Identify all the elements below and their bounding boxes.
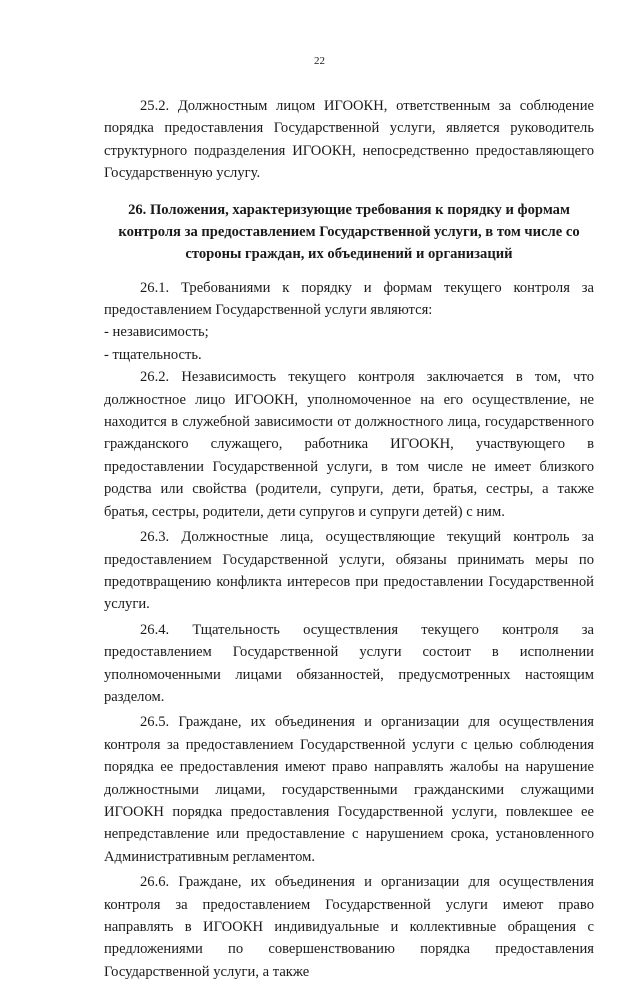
list-item-independence: - независимость; — [104, 324, 209, 341]
paragraph-26-3: 26.3. Должностные лица, осуществляющие текущий контроль за предоставлением Государственной услуги, обязаны принимать меры по предотвращению конфликта интересов при предоставлении Государственной услуги. — [104, 529, 594, 613]
page-number: 22 — [314, 55, 325, 67]
paragraph-26-4: 26.4. Тщательность осуществления текущего контроля за предоставлением Государственной услуги состоит в исполнении уполномоченными лицами обязанностей, предусмотренных настоящим разделом. — [104, 621, 594, 705]
paragraph-26-2: 26.2. Независимость текущего контроля заключается в том, что должностное лицо ИГООКН, уполномоченное на его осуществление, не находится в служебной зависимости от должностного лица, государственного гражданского служащего, работника ИГООКН, участвующего в предоставлении Государственной услуги, в том числе не имеет близкого родства или свойства (родители, супруги, дети, братья, сестры, а также братья, сестры, родители, дети супругов и супруги детей) с ним. — [104, 369, 594, 520]
paragraph-26-5: 26.5. Граждане, их объединения и организации для осуществления контроля за предоставлением Государственной услуги с целью соблюдения порядка ее предоставления имеют право направлять жалобы на нарушение должностными лицами, государственными гражданскими служащими ИГООКН порядка предоставления Государственной услуги, повлекшее ее непредставление или предоставление с нарушением срока, установленного Административным регламентом. — [104, 714, 594, 865]
list-item-thoroughness: - тщательность. — [104, 346, 202, 363]
paragraph-26-1: 26.1. Требованиями к порядку и формам текущего контроля за предоставлением Государственной услуги являются: — [104, 279, 594, 319]
document-body — [104, 95, 594, 983]
section-heading-26: 26. Положения, характеризующие требования к порядку и формам контроля за предоставлением Государственной услуги, в том числе со стороны граждан, их объединений и организаций — [118, 201, 580, 262]
paragraph-26-6: 26.6. Граждане, их объединения и организации для осуществления контроля за предоставлением Государственной услуги имеют право направлять в ИГООКН индивидуальные и коллективные обращения с предложениями по совершенствованию порядка предоставления Государственной услуги, а также — [104, 874, 594, 980]
paragraph-25-2: 25.2. Должностным лицом ИГООКН, ответственным за соблюдение порядка предоставления Государственной услуги, является руководитель структурного подразделения ИГООКН, непосредственно предоставляющего Государственную услугу. — [104, 98, 594, 182]
